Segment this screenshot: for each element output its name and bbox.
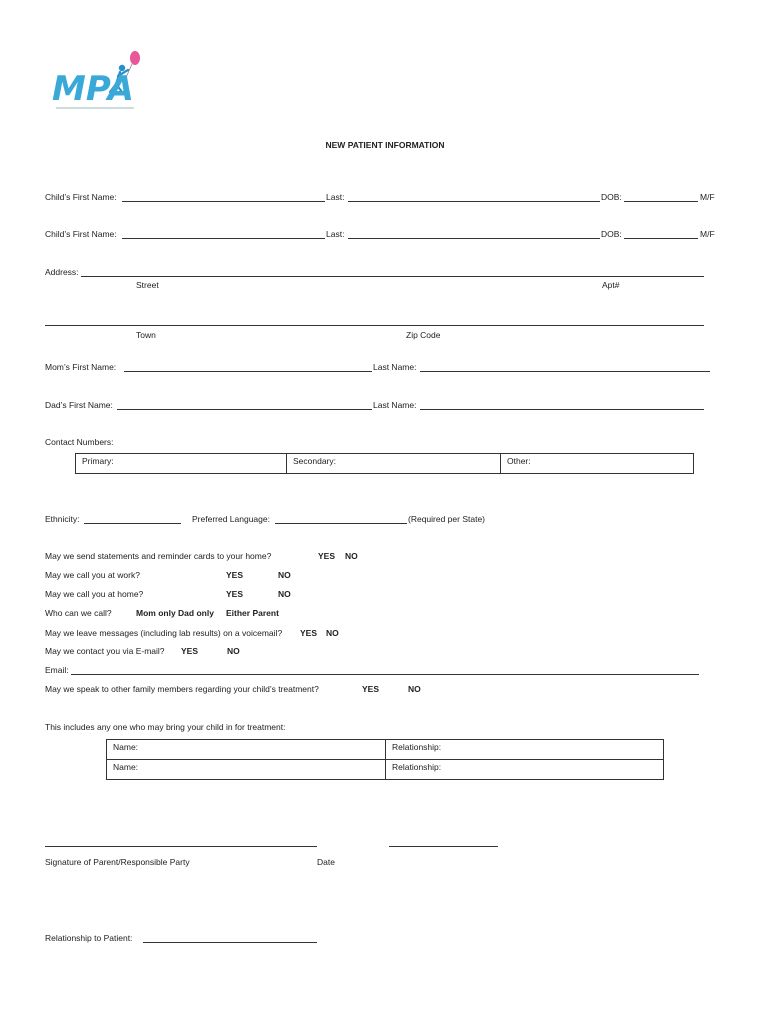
address-label: Address: (45, 267, 79, 277)
primary-label: Primary: (82, 456, 114, 466)
home-yes[interactable]: YES (226, 589, 244, 599)
secondary-phone-cell[interactable] (287, 454, 501, 474)
relation2-relationship-cell[interactable] (386, 760, 664, 780)
statements-question: May we send statements and reminder cards to your home? (45, 551, 272, 561)
email-contact-question: May we contact you via E-mail? (45, 646, 165, 656)
street-caption: Street (136, 280, 159, 290)
relation1-relationship-cell[interactable] (386, 740, 664, 760)
work-yes[interactable]: YES (226, 570, 244, 580)
mom-first-field[interactable] (124, 371, 372, 372)
signature-field[interactable] (45, 846, 317, 847)
home-question: May we call you at home? (45, 589, 144, 599)
child1-dob-label: DOB: (601, 192, 622, 202)
contact-label: Contact Numbers: (45, 437, 114, 447)
required-note: (Required per State) (408, 514, 486, 524)
voicemail-question: May we leave messages (including lab results) on a voicemail? (45, 628, 283, 638)
relation1-name-cell[interactable] (107, 740, 386, 760)
voicemail-no[interactable]: NO (326, 628, 339, 638)
other-phone-cell[interactable] (501, 454, 694, 474)
apt-caption: Apt# (602, 280, 620, 290)
date-label: Date (317, 857, 335, 867)
work-no[interactable]: NO (278, 570, 291, 580)
includes-text: This includes any one who may bring your child in for treatment: (45, 722, 286, 732)
ethnicity-field[interactable] (84, 523, 181, 524)
child1-last-field[interactable] (348, 201, 600, 202)
child1-sex-label: M/F (700, 192, 715, 202)
statements-yes[interactable]: YES (318, 551, 336, 561)
child1-dob-field[interactable] (624, 201, 698, 202)
child1-first-label: Child’s First Name: (45, 192, 117, 202)
street-field[interactable] (81, 276, 704, 277)
who-either-parent[interactable]: Either Parent (226, 608, 279, 618)
family-question: May we speak to other family members regarding your child’s treatment? (45, 684, 319, 694)
home-no[interactable]: NO (278, 589, 291, 599)
mom-last-label: Last Name: (373, 362, 417, 372)
mpa-logo (50, 48, 146, 114)
email-contact-yes[interactable]: YES (181, 646, 199, 656)
signature-label: Signature of Parent/Responsible Party (45, 857, 190, 867)
town-zip-field[interactable] (45, 325, 704, 326)
mom-first-label: Mom’s First Name: (45, 362, 117, 372)
relation1-name-label: Name: (113, 742, 139, 752)
relationship-to-patient-field[interactable] (143, 942, 317, 943)
child2-sex-label: M/F (700, 229, 715, 239)
date-field[interactable] (389, 846, 498, 847)
relation2-name-label: Name: (113, 762, 139, 772)
secondary-label: Secondary: (293, 456, 336, 466)
child1-last-label: Last: (326, 192, 345, 202)
language-field[interactable] (275, 523, 407, 524)
relation2-relationship-label: Relationship: (392, 762, 442, 772)
child2-last-field[interactable] (348, 238, 600, 239)
child2-first-field[interactable] (122, 238, 325, 239)
logo-text: MPA (52, 69, 134, 109)
dad-first-label: Dad’s First Name: (45, 400, 113, 410)
email-field[interactable] (71, 674, 699, 675)
work-question: May we call you at work? (45, 570, 140, 580)
relation1-relationship-label: Relationship: (392, 742, 442, 752)
email-label: Email: (45, 665, 69, 675)
statements-no[interactable]: NO (345, 551, 358, 561)
child2-last-label: Last: (326, 229, 345, 239)
family-yes[interactable]: YES (362, 684, 380, 694)
who-question: Who can we call? (45, 608, 112, 618)
email-contact-no[interactable]: NO (227, 646, 240, 656)
ethnicity-label: Ethnicity: (45, 514, 80, 524)
dad-last-label: Last Name: (373, 400, 417, 410)
family-no[interactable]: NO (408, 684, 421, 694)
language-label: Preferred Language: (192, 514, 270, 524)
relationship-to-patient-label: Relationship to Patient: (45, 933, 133, 943)
relations-table (106, 739, 664, 780)
mom-last-field[interactable] (420, 371, 710, 372)
child2-dob-field[interactable] (624, 238, 698, 239)
dad-first-field[interactable] (117, 409, 372, 410)
child1-first-field[interactable] (122, 201, 325, 202)
other-label: Other: (507, 456, 531, 466)
voicemail-yes[interactable]: YES (300, 628, 318, 638)
form-title: NEW PATIENT INFORMATION (325, 140, 445, 150)
child2-dob-label: DOB: (601, 229, 622, 239)
relation2-name-cell[interactable] (107, 760, 386, 780)
who-options[interactable]: Mom only Dad only (136, 608, 214, 618)
dad-last-field[interactable] (420, 409, 704, 410)
contact-table (75, 453, 694, 474)
primary-phone-cell[interactable] (76, 454, 287, 474)
town-caption: Town (136, 330, 156, 340)
zip-caption: Zip Code (406, 330, 441, 340)
child2-first-label: Child’s First Name: (45, 229, 117, 239)
